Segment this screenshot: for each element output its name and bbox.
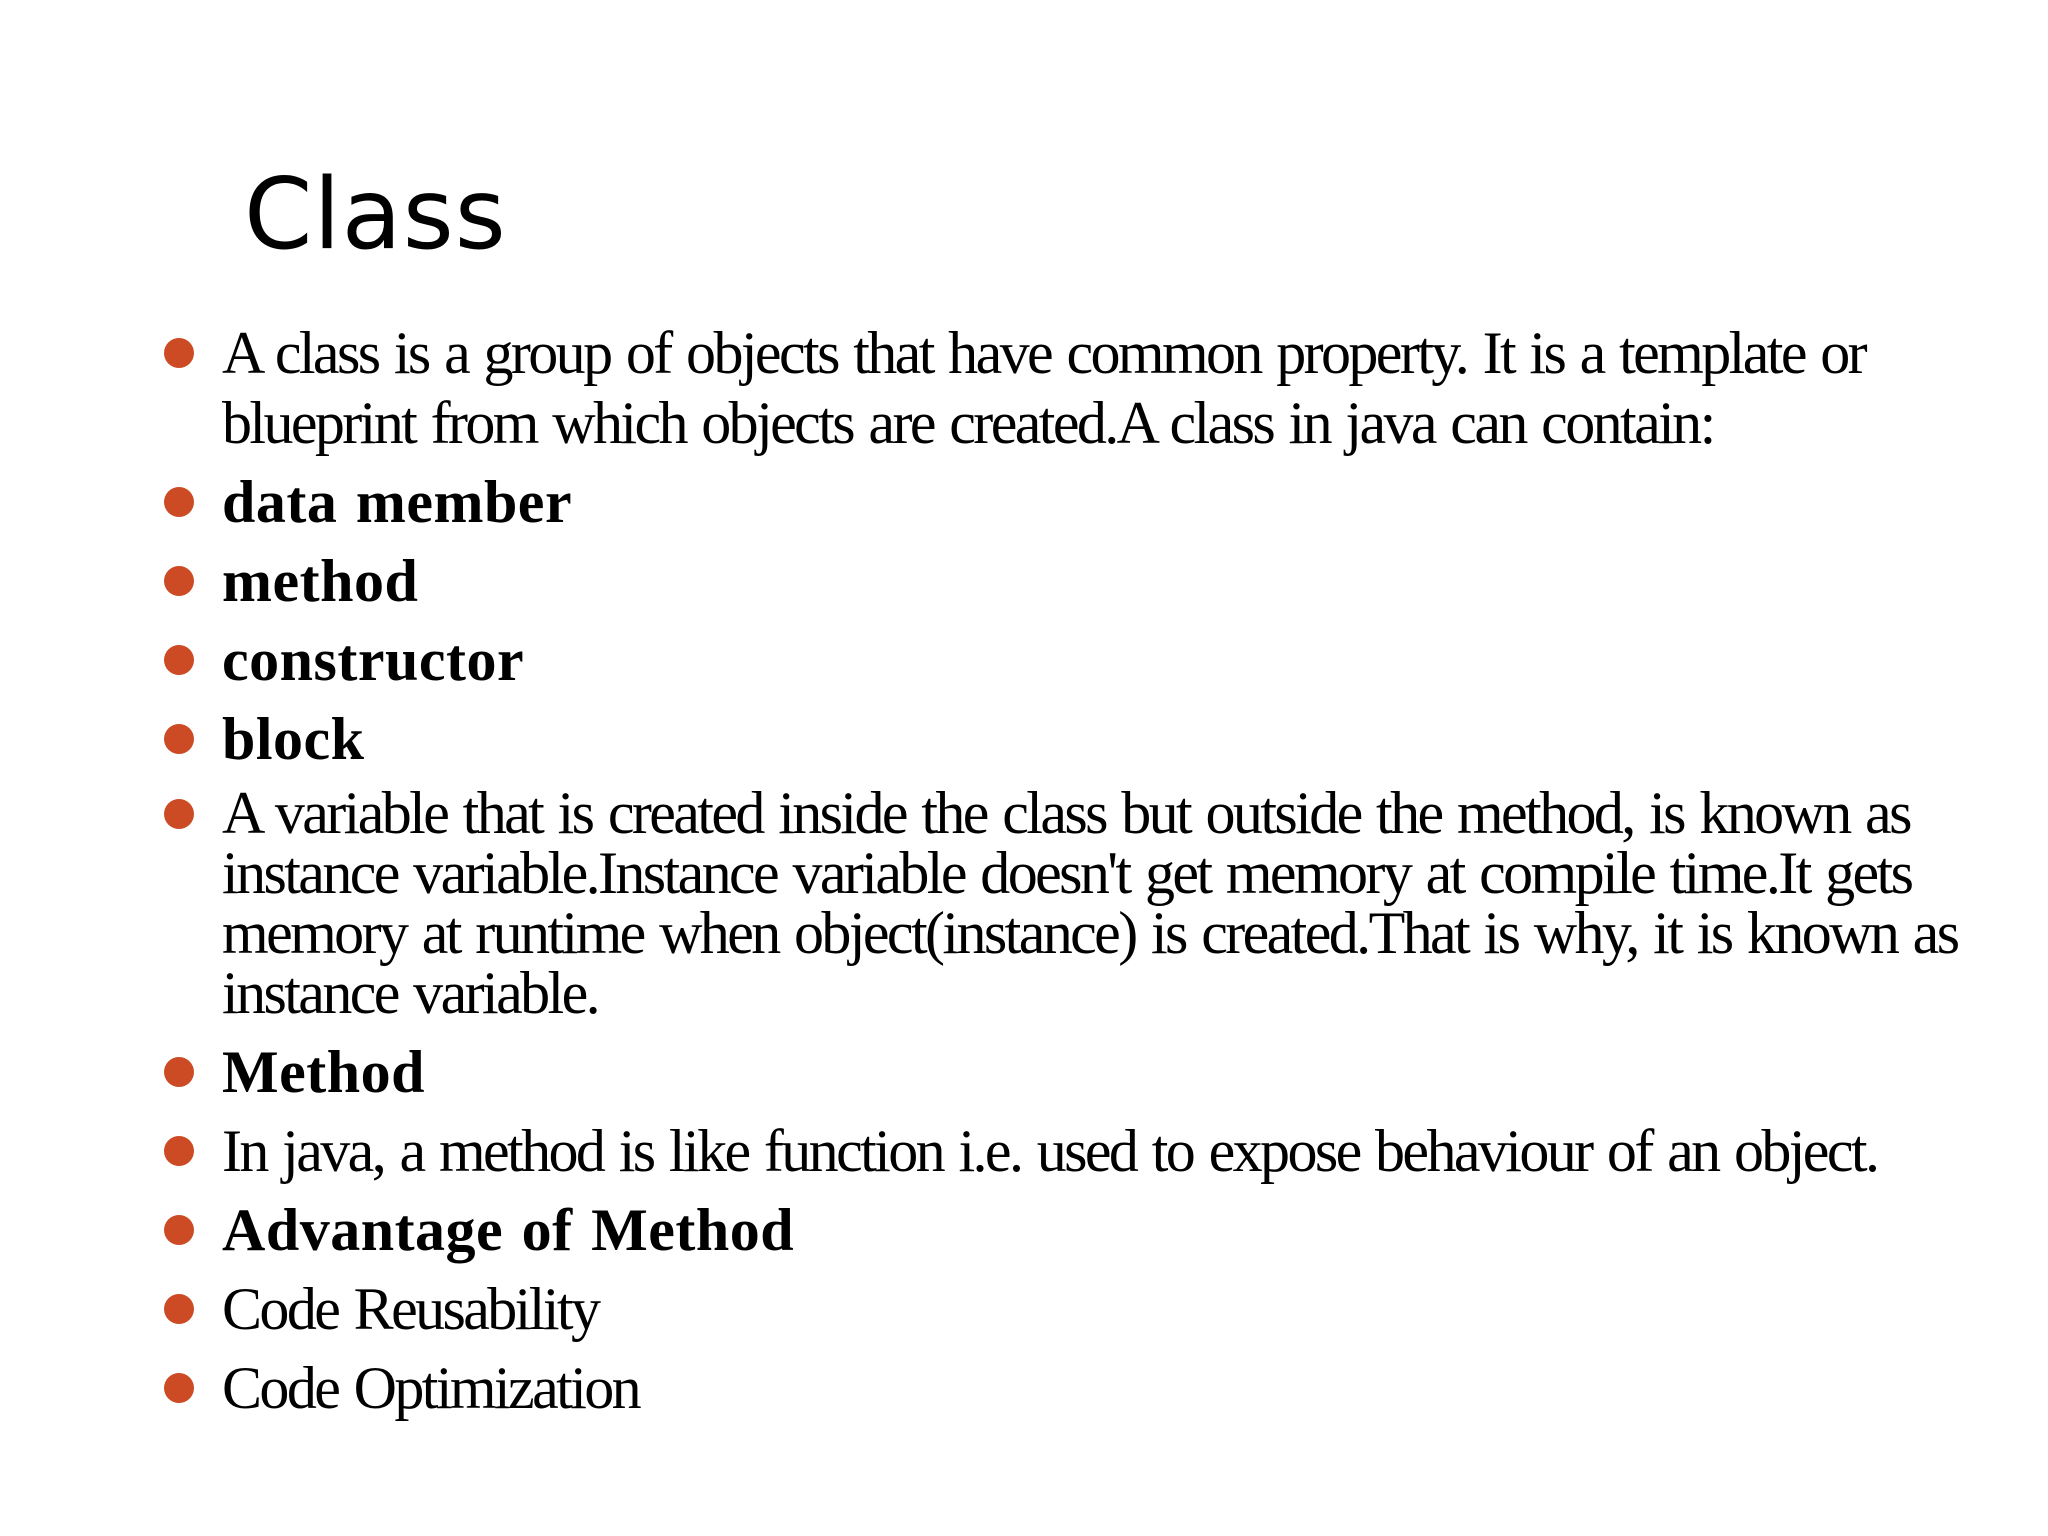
bullet-item-advantage-heading xyxy=(160,1195,1990,1265)
bullet-dot-icon xyxy=(164,799,194,829)
bullet-dot-icon xyxy=(164,338,194,368)
bullet-item-instance-variable xyxy=(160,780,1990,1026)
bullet-text: Method xyxy=(222,1039,425,1105)
bullet-item-method-definition xyxy=(160,1116,1990,1186)
bullet-item-constructor xyxy=(160,625,1990,695)
bullet-dot-icon xyxy=(164,1215,194,1245)
bullet-text: method xyxy=(222,548,419,614)
bullet-dot-icon xyxy=(164,566,194,596)
bullet-dot-icon xyxy=(164,724,194,754)
bullet-dot-icon xyxy=(164,1373,194,1403)
slide-title: Class xyxy=(244,158,507,272)
bullet-dot-icon xyxy=(164,1294,194,1324)
bullet-dot-icon xyxy=(164,1057,194,1087)
bullet-text: In java, a method is like function i.e. used to expose behaviour of an object. xyxy=(222,1118,1878,1184)
bullet-item-code-reusability xyxy=(160,1274,1990,1344)
bullet-text: Advantage of Method xyxy=(222,1197,795,1263)
bullet-text: A variable that is created inside the class but outside the method, is known as instance variable.Instance variable doesn't get memory at compile time.It gets memory at runtime when object(instance) is created.That is why, it is known as instance variable. xyxy=(222,780,1958,1026)
bullet-list xyxy=(160,318,1990,1432)
bullet-dot-icon xyxy=(164,1136,194,1166)
bullet-text: constructor xyxy=(222,627,525,693)
bullet-item-block xyxy=(160,704,1990,774)
bullet-text: data member xyxy=(222,469,573,535)
bullet-text: Code Optimization xyxy=(222,1355,640,1421)
bullet-text: block xyxy=(222,706,365,772)
bullet-item-method-heading xyxy=(160,1037,1990,1107)
bullet-dot-icon xyxy=(164,487,194,517)
bullet-item-class-definition xyxy=(160,318,1990,458)
bullet-item-method xyxy=(160,546,1990,616)
bullet-dot-icon xyxy=(164,645,194,675)
bullet-item-data-member xyxy=(160,467,1990,537)
bullet-item-code-optimization xyxy=(160,1353,1990,1423)
bullet-text: Code Reusability xyxy=(222,1276,599,1342)
bullet-text: A class is a group of objects that have common property. It is a template or blueprint from which objects are created.A class in java can contain: xyxy=(222,320,1866,456)
